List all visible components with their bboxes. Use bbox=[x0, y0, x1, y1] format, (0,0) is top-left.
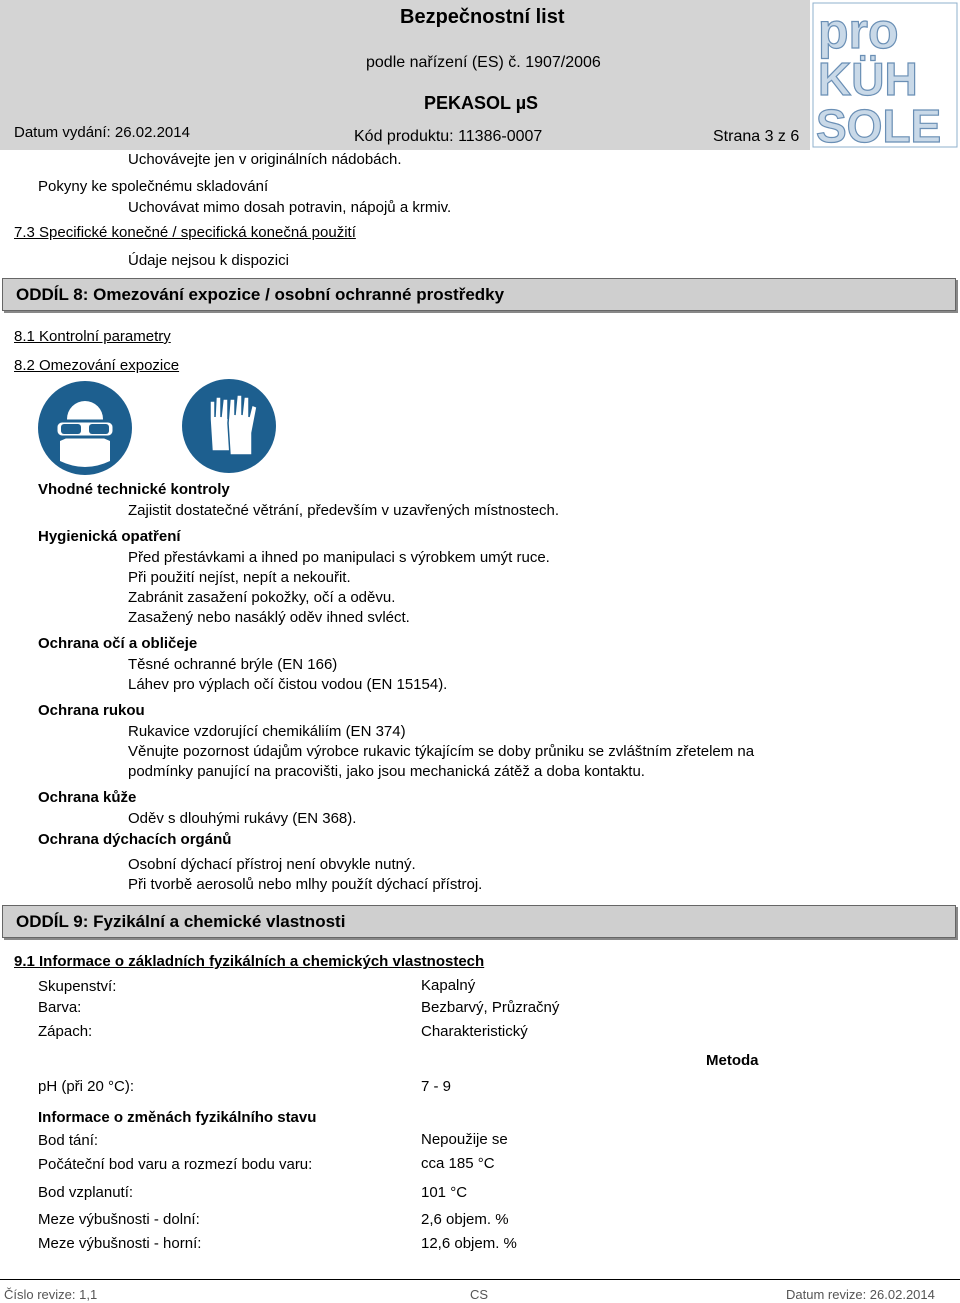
property-value: Charakteristický bbox=[421, 1023, 528, 1040]
hygiene-line: Před přestávkami a ihned po manipulaci s výrobkem umýt ruce. bbox=[128, 549, 550, 566]
footer-divider bbox=[0, 1279, 960, 1280]
hand-protection-label: Ochrana rukou bbox=[38, 702, 145, 719]
hygiene-line: Zasažený nebo nasáklý oděv ihned svléct. bbox=[128, 609, 410, 626]
state-change-heading: Informace o změnách fyzikálního stavu bbox=[38, 1109, 317, 1126]
svg-text:SOLE: SOLE bbox=[816, 100, 942, 150]
respiratory-protection-line: Při tvorbě aerosolů nebo mlhy použít dýchací přístroj. bbox=[128, 876, 483, 893]
property-label: Bod tání: bbox=[38, 1132, 99, 1149]
hygiene-label: Hygienická opatření bbox=[38, 528, 181, 545]
svg-text:KÜH: KÜH bbox=[818, 53, 918, 105]
hand-protection-line: podmínky panující na pracovišti, jako jsou mechanická zátěž a doba kontaktu. bbox=[128, 763, 645, 780]
page-number: Strana 3 z 6 bbox=[713, 128, 800, 145]
property-label: Počáteční bod varu a rozmezí bodu varu: bbox=[38, 1156, 313, 1173]
revision-number: Číslo revize: 1,1 bbox=[4, 1287, 98, 1302]
property-value: Kapalný bbox=[421, 977, 476, 994]
property-value: 2,6 objem. % bbox=[421, 1211, 509, 1228]
subsection-7-3-text: Údaje nejsou k dispozici bbox=[128, 252, 289, 269]
product-code: Kód produktu: 11386-0007 bbox=[354, 128, 543, 145]
method-column-header: Metoda bbox=[706, 1052, 759, 1069]
respiratory-protection-label: Ochrana dýchacích orgánů bbox=[38, 831, 232, 848]
revision-date: Datum revize: 26.02.2014 bbox=[786, 1287, 935, 1302]
hand-protection-line: Rukavice vzdorující chemikáliím (EN 374) bbox=[128, 723, 406, 740]
svg-text:pro: pro bbox=[818, 3, 899, 59]
property-label: pH (při 20 °C): bbox=[38, 1078, 135, 1095]
property-value: Nepoužije se bbox=[421, 1131, 508, 1148]
property-value: 101 °C bbox=[421, 1184, 468, 1201]
language-code: CS bbox=[470, 1287, 489, 1302]
gloves-icon bbox=[180, 379, 278, 475]
property-label: Skupenství: bbox=[38, 978, 117, 995]
skin-protection-label: Ochrana kůže bbox=[38, 789, 137, 806]
hygiene-line: Zabránit zasažení pokožky, očí a oděvu. bbox=[128, 589, 396, 606]
product-name: PEKASOL µS bbox=[424, 93, 539, 113]
hand-protection-line: Věnujte pozornost údajům výrobce rukavic týkajícím se doby průniku se zvláštním zřetelem na bbox=[128, 743, 755, 760]
tech-controls-label: Vhodné technické kontroly bbox=[38, 481, 230, 498]
storage-original-text: Uchovávejte jen v originálních nádobách. bbox=[128, 151, 402, 168]
section-9-heading: ODDÍL 9: Fyzikální a chemické vlastnosti bbox=[16, 912, 346, 931]
subsection-7-3-heading: 7.3 Specifické konečné / specifická konečná použití bbox=[14, 224, 356, 241]
skin-protection-text: Oděv s dlouhými rukávy (EN 368). bbox=[128, 810, 357, 827]
eye-protection-label: Ochrana očí a obličeje bbox=[38, 635, 198, 652]
section-8-heading: ODDÍL 8: Omezování expozice / osobní ochranné prostředky bbox=[16, 285, 505, 304]
section-9-heading-box bbox=[2, 905, 956, 938]
subsection-9-1-heading: 9.1 Informace o základních fyzikálních a chemických vlastnostech bbox=[14, 953, 485, 970]
subsection-8-1-heading: 8.1 Kontrolní parametry bbox=[14, 328, 171, 345]
company-logo bbox=[810, 0, 960, 150]
document-title: Bezpečnostní list bbox=[400, 6, 565, 28]
property-label: Barva: bbox=[38, 999, 82, 1016]
joint-storage-text: Uchovávat mimo dosah potravin, nápojů a krmiv. bbox=[128, 199, 452, 216]
joint-storage-label: Pokyny ke společnému skladování bbox=[38, 178, 269, 195]
property-label: Bod vzplanutí: bbox=[38, 1184, 134, 1201]
respiratory-protection-line: Osobní dýchací přístroj není obvykle nutný. bbox=[128, 856, 416, 873]
issue-date: Datum vydání: 26.02.2014 bbox=[14, 124, 190, 141]
eye-protection-line: Láhev pro výplach očí čistou vodou (EN 15154). bbox=[128, 676, 448, 693]
subsection-8-2-heading: 8.2 Omezování expozice bbox=[14, 357, 180, 374]
property-value: 7 - 9 bbox=[421, 1078, 452, 1095]
property-value: 12,6 objem. % bbox=[421, 1235, 517, 1252]
regulation-text: podle nařízení (ES) č. 1907/2006 bbox=[366, 54, 601, 71]
property-label: Meze výbušnosti - horní: bbox=[38, 1235, 202, 1252]
eye-protection-line: Těsné ochranné brýle (EN 166) bbox=[128, 656, 338, 673]
property-label: Zápach: bbox=[38, 1023, 93, 1040]
hygiene-line: Při použití nejíst, nepít a nekouřit. bbox=[128, 569, 351, 586]
goggles-icon bbox=[34, 379, 136, 477]
tech-controls-text: Zajistit dostatečné větrání, především v uzavřených místnostech. bbox=[128, 502, 560, 519]
property-value: cca 185 °C bbox=[421, 1155, 495, 1172]
property-label: Meze výbušnosti - dolní: bbox=[38, 1211, 200, 1228]
section-8-heading-box bbox=[2, 278, 956, 311]
property-value: Bezbarvý, Průzračný bbox=[421, 999, 560, 1016]
